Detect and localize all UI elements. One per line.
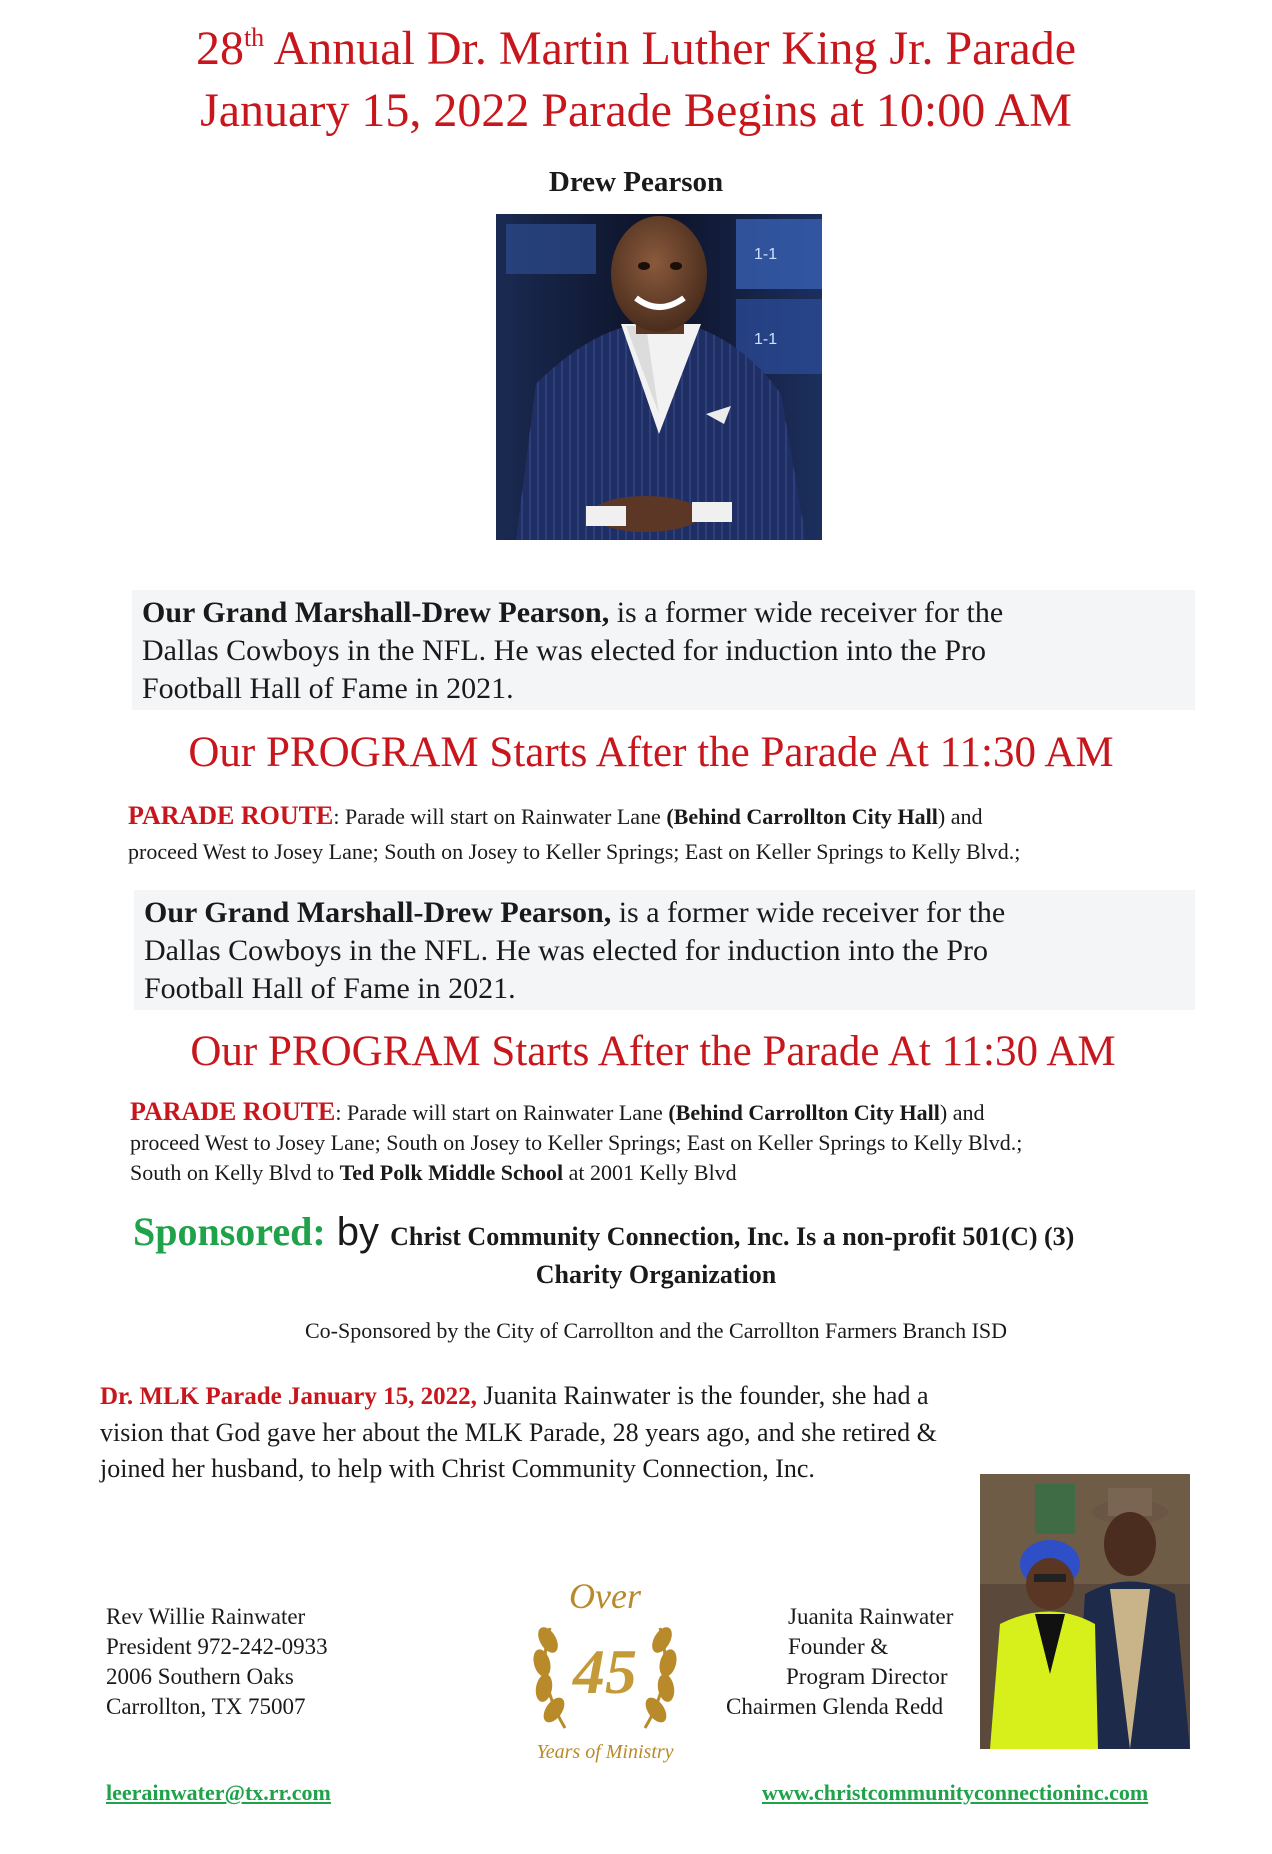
bio-lead: Our Grand Marshall-Drew Pearson,: [142, 596, 610, 629]
contact-right: [726, 1602, 966, 1722]
sponsor-line: [133, 1208, 1074, 1255]
founders-photo: [980, 1474, 1190, 1749]
route-line-3: [130, 1158, 1022, 1188]
route-line-2: proceed West to Josey Lane; South on Josey to Keller Springs; East on Keller Springs to Kelly Blvd.;: [128, 839, 1021, 864]
email-link[interactable]: leerainwater@tx.rr.com: [106, 1780, 331, 1805]
svg-text:1-1: 1-1: [754, 331, 778, 348]
route-text-a: Parade will start on Rainwater Lane: [341, 1100, 669, 1125]
route-text-a: Parade will start on Rainwater Lane: [339, 804, 667, 829]
contact-right-chair: Chairmen Glenda Redd: [726, 1694, 944, 1719]
sponsor-org: Christ Community Connection, Inc. Is a non-profit 501(C) (3): [390, 1222, 1075, 1251]
title-number: 28: [195, 22, 244, 75]
route-text-b: (Behind Carrollton City Hall: [668, 1100, 940, 1125]
route-line3-a: South on Kelly Blvd to: [130, 1160, 340, 1185]
website-link[interactable]: www.christcommunityconnectioninc.com: [762, 1780, 1149, 1805]
bio-text-1: is a former wide receiver for the: [609, 596, 1004, 629]
event-subtitle: January 15, 2022 Parade Begins at 10:00 AM: [200, 84, 1072, 137]
parade-route-1: [128, 798, 1020, 869]
contact-right-role1: Founder &: [788, 1634, 889, 1659]
route-colon: :: [333, 804, 340, 829]
title-text: Annual Dr. Martin Luther King Jr. Parade: [264, 22, 1077, 75]
sponsor-org-line-2: Charity Organization: [535, 1260, 777, 1289]
co-sponsor: Co-Sponsored by the City of Carrollton and the Carrollton Farmers Branch ISD: [304, 1318, 1008, 1343]
route-line3-c: at 2001 Kelly Blvd: [563, 1160, 737, 1185]
svg-text:1-1: 1-1: [754, 246, 778, 263]
ministry-logo: [510, 1568, 700, 1768]
bio-text-2: Dallas Cowboys in the NFL. He was elected for induction into the Pro: [142, 634, 987, 667]
bio-text-1: is a former wide receiver for the: [611, 896, 1006, 929]
grand-marshal-bio-2: [134, 890, 1195, 1010]
program-time-2: Our PROGRAM Starts After the Parade At 11:30 AM: [190, 1028, 1116, 1075]
program-time-1: Our PROGRAM Starts After the Parade At 11:30 AM: [188, 729, 1114, 776]
contact-right-role2: Program Director: [786, 1664, 948, 1689]
bio-text-3: Football Hall of Fame in 2021.: [144, 972, 516, 1005]
bio-lead: Our Grand Marshall-Drew Pearson,: [144, 896, 612, 929]
bio-text-3: Football Hall of Fame in 2021.: [142, 672, 514, 705]
logo-over: Over: [569, 1576, 641, 1616]
contact-left-phone: President 972-242-0933: [106, 1634, 328, 1659]
logo-number: 45: [573, 1636, 637, 1707]
logo-caption: Years of Ministry: [536, 1741, 674, 1763]
parade-route-2: [130, 1097, 1022, 1188]
route-line3-b: Ted Polk Middle School: [339, 1160, 564, 1185]
founder-line-3: joined her husband, to help with Christ Community Connection, Inc.: [100, 1454, 815, 1483]
sponsor-by: by: [325, 1210, 391, 1254]
founder-paragraph: [100, 1378, 937, 1487]
contact-right-name: Juanita Rainwater: [788, 1604, 954, 1629]
sponsor-label: Sponsored:: [133, 1209, 326, 1254]
route-colon: :: [335, 1100, 342, 1125]
grand-marshal-bio-1: [132, 590, 1195, 710]
contact-left-street: 2006 Southern Oaks: [106, 1664, 294, 1689]
founder-lead: Dr. MLK Parade January 15, 2022,: [100, 1383, 477, 1410]
event-title: [0, 20, 1272, 78]
title-ordinal: th: [243, 23, 265, 52]
route-text-b: (Behind Carrollton City Hall: [666, 804, 938, 829]
founder-line-1: Juanita Rainwater is the founder, she had a: [476, 1381, 929, 1410]
contact-left: [106, 1602, 328, 1722]
contact-left-city: Carrollton, TX 75007: [106, 1694, 306, 1719]
founder-line-2: vision that God gave her about the MLK Parade, 28 years ago, and she retired &: [100, 1418, 937, 1447]
route-line-2: proceed West to Josey Lane; South on Josey to Keller Springs; East on Keller Springs to Kelly Blvd.;: [130, 1130, 1023, 1155]
route-text-c: ) and: [937, 804, 983, 829]
route-label: PARADE ROUTE: [130, 1097, 336, 1126]
photo-caption: Drew Pearson: [548, 166, 724, 198]
bio-text-2: Dallas Cowboys in the NFL. He was elected for induction into the Pro: [144, 934, 989, 967]
route-label: PARADE ROUTE: [128, 801, 334, 830]
grand-marshal-photo: [496, 214, 822, 540]
route-text-c: ) and: [939, 1100, 985, 1125]
contact-left-name: Rev Willie Rainwater: [106, 1604, 306, 1629]
